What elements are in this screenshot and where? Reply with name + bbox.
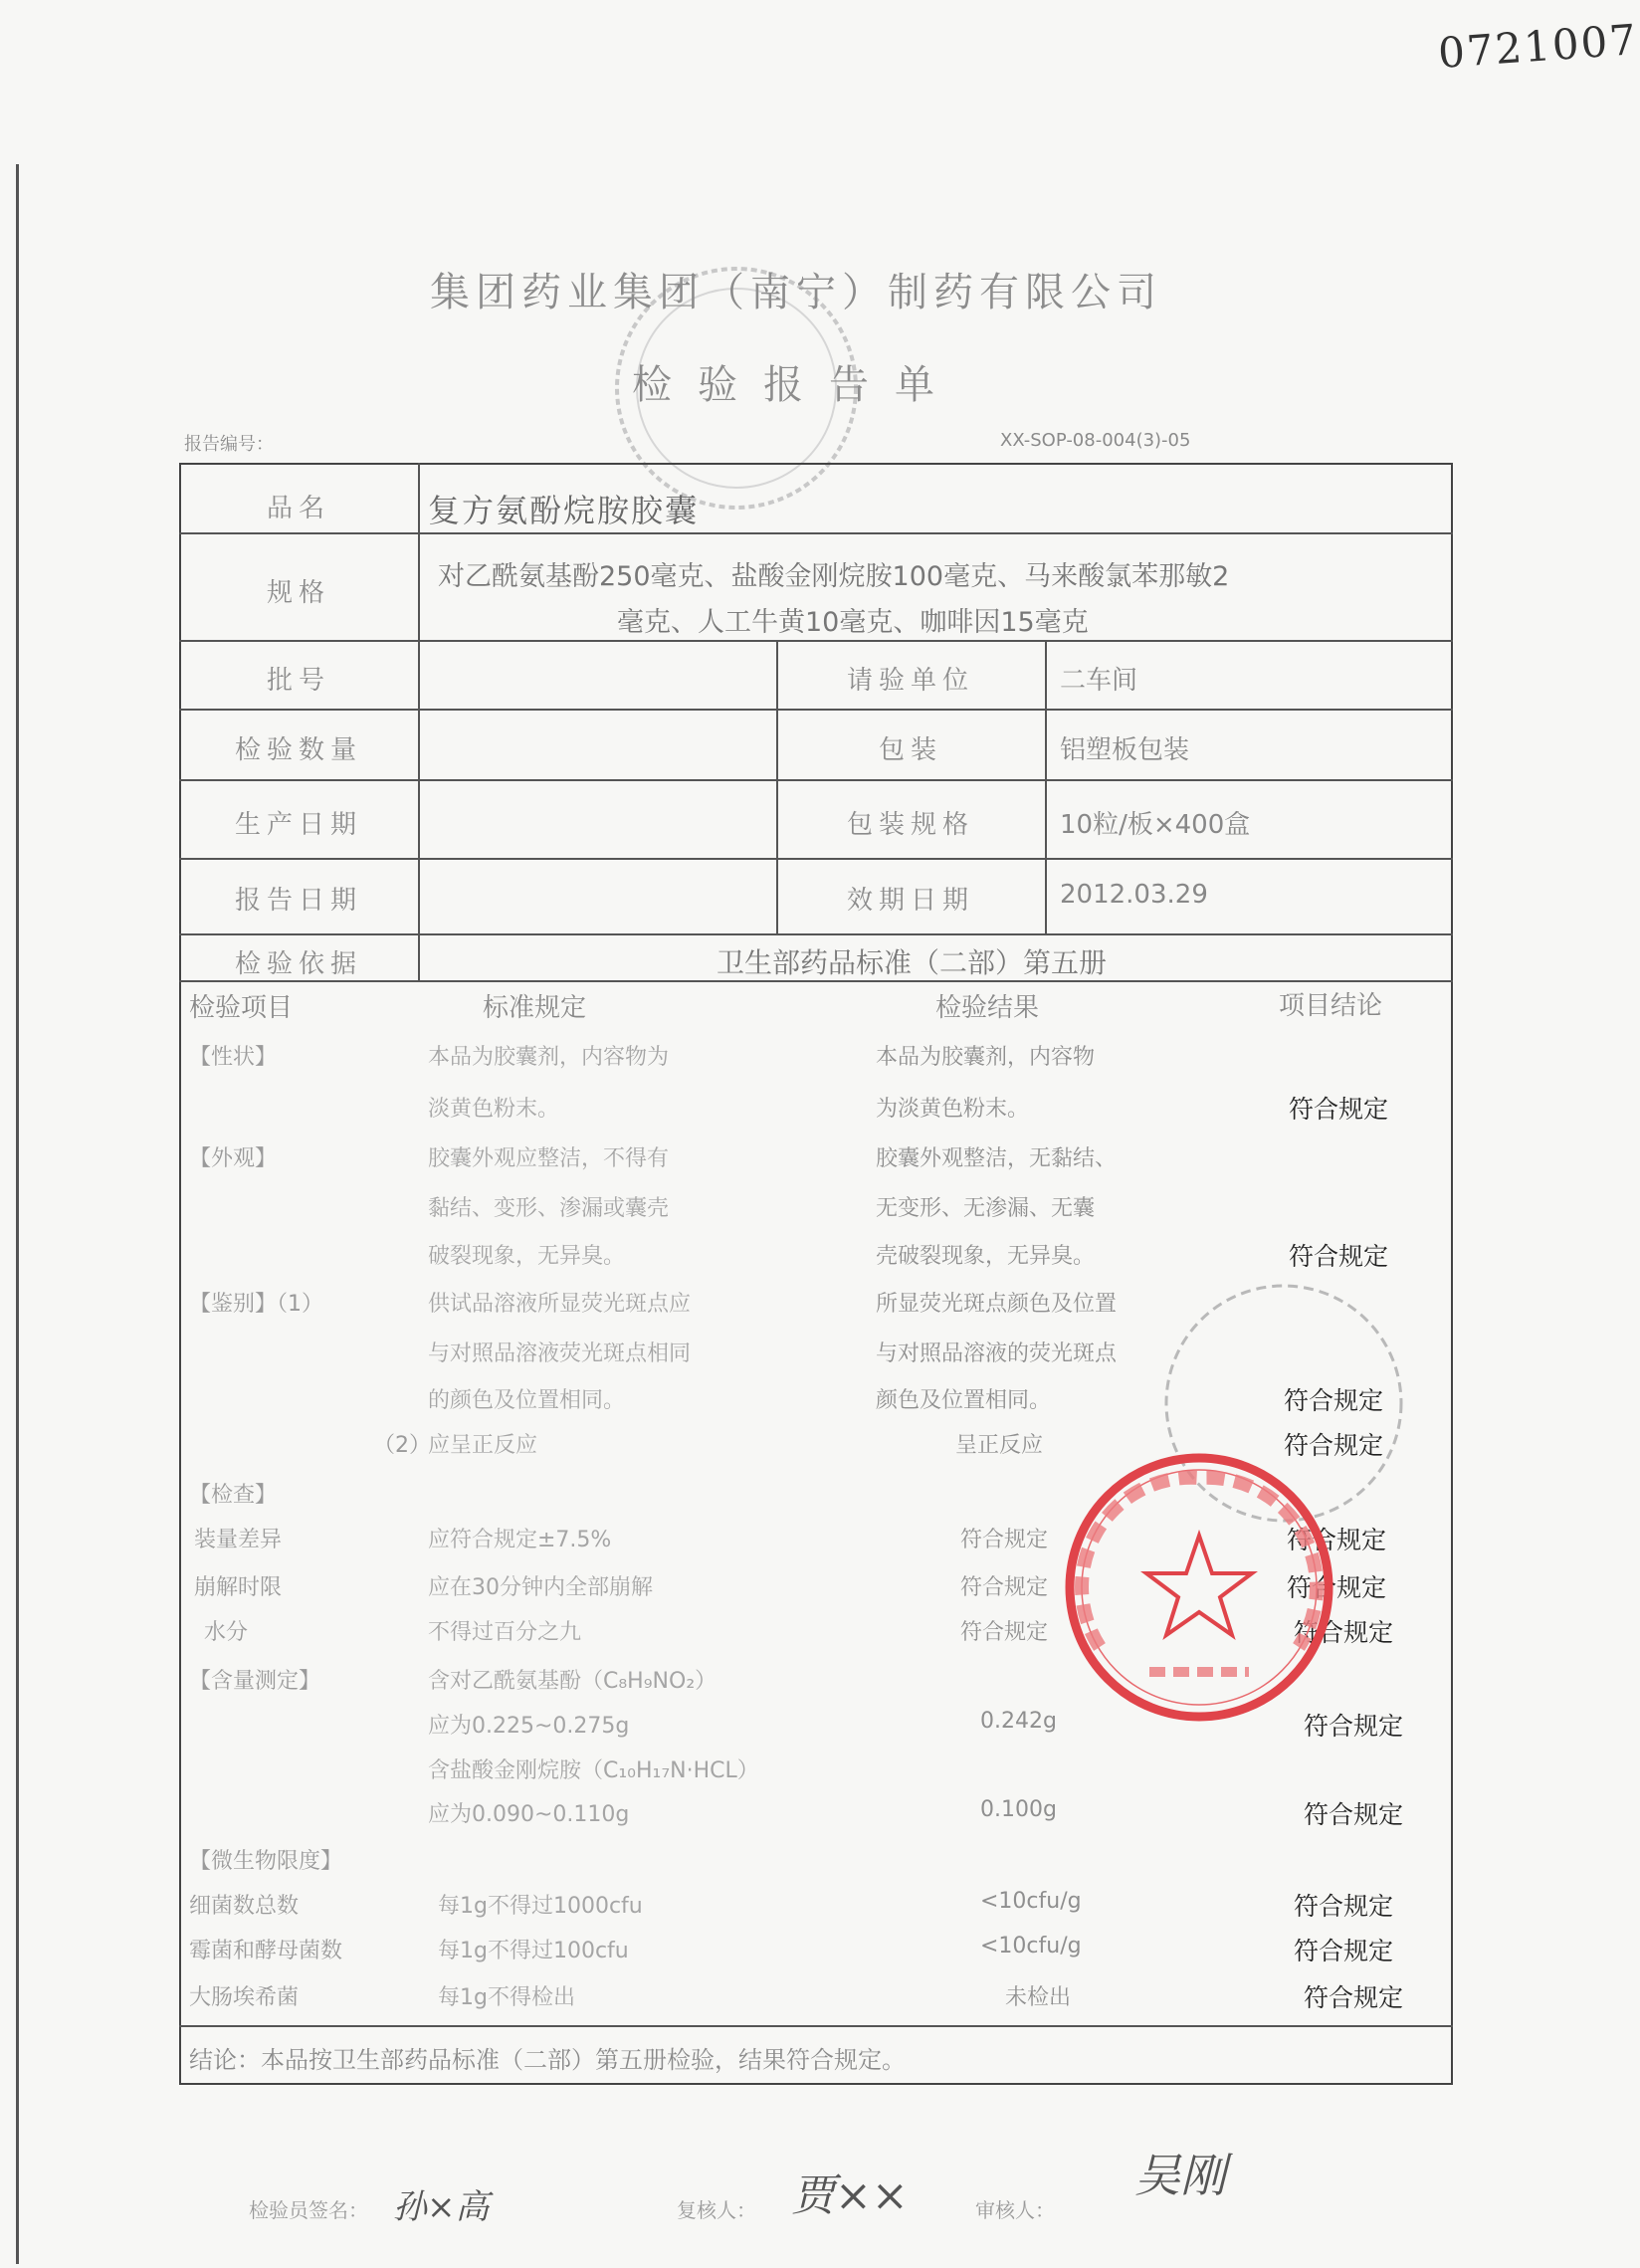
result-criteria: 每1g不得检出: [438, 1985, 575, 2010]
inspector-label: 检验员签名：: [249, 2198, 368, 2222]
result-conclusion: 符合规定: [1289, 1242, 1389, 1271]
pack-spec-value: 10粒/板×400盒: [1060, 810, 1251, 840]
result-criteria: 供试品溶液所显荧光斑点应: [428, 1292, 692, 1317]
result-value: 0.100g: [980, 1797, 1057, 1822]
inspector-signature: 孙×高: [393, 2187, 490, 2227]
result-value: 符合规定: [960, 1620, 1049, 1645]
basis-value: 卫生部药品标准（二部）第五册: [717, 946, 1108, 979]
result-conclusion: 符合规定: [1304, 1983, 1404, 2012]
result-criteria: 应为0.225~0.275g: [428, 1714, 630, 1739]
result-item: 水分: [204, 1620, 249, 1645]
production-date-label: 生产日期: [234, 810, 362, 840]
table-rule: [179, 779, 1453, 781]
binding-edge-line: [16, 164, 19, 2264]
result-value: 符合规定: [960, 1575, 1049, 1600]
results-header-criteria: 标准规定: [483, 993, 587, 1023]
table-column-divider: [418, 463, 420, 980]
request-dept-label: 请验单位: [846, 666, 974, 696]
document-code: XX-SOP-08-004(3)-05: [1000, 430, 1191, 451]
report-date-label: 报告日期: [234, 886, 362, 916]
result-value: 为淡黄色粉末。: [876, 1097, 1030, 1122]
result-value: 壳破裂现象，无异臭。: [876, 1244, 1096, 1269]
result-criteria: 应在30分钟内全部崩解: [428, 1575, 653, 1600]
packaging-label: 包装: [878, 735, 942, 765]
result-criteria: 每1g不得过1000cfu: [438, 1894, 643, 1919]
result-value: <10cfu/g: [980, 1889, 1082, 1914]
result-value: 0.242g: [980, 1709, 1057, 1734]
expiry-date-value: 2012.03.29: [1060, 880, 1208, 910]
quantity-label: 检验数量: [234, 735, 362, 765]
result-criteria: 应符合规定±7.5%: [428, 1528, 612, 1552]
pack-spec-label: 包装规格: [846, 810, 974, 840]
result-item: 【检查】: [189, 1483, 278, 1508]
result-item: 【鉴别】（1）: [189, 1292, 323, 1317]
result-conclusion: 符合规定: [1284, 1386, 1384, 1415]
approver-label: 审核人：: [975, 2198, 1055, 2222]
product-name-value: 复方氨酚烷胺胶囊: [428, 492, 700, 529]
result-value: 符合规定: [960, 1528, 1049, 1552]
result-criteria: 破裂现象，无异臭。: [428, 1244, 626, 1269]
conclusion-text: 结论：本品按卫生部药品标准（二部）第五册检验，结果符合规定。: [189, 2046, 906, 2074]
results-header-item: 检验项目: [189, 993, 294, 1023]
red-company-seal: [1060, 1448, 1338, 1727]
result-item: 细菌数总数: [189, 1894, 300, 1919]
result-item: 大肠埃希菌: [189, 1985, 300, 2010]
handwritten-document-number: 0721007: [1436, 15, 1640, 78]
result-value: 本品为胶囊剂，内容物: [876, 1045, 1096, 1070]
result-conclusion: 符合规定: [1289, 1095, 1389, 1124]
result-item: 装量差异: [194, 1528, 283, 1552]
spec-value-line-2: 毫克、人工牛黄10毫克、咖啡因15毫克: [617, 607, 1089, 638]
spec-value-line-1: 对乙酰氨基酚250毫克、盐酸金刚烷胺100毫克、马来酸氯苯那敏2: [438, 561, 1230, 592]
expiry-date-label: 效期日期: [846, 886, 974, 916]
report-title: 检验报告单: [632, 362, 960, 408]
result-criteria: 不得过百分之九: [428, 1620, 582, 1645]
result-value: 未检出: [1005, 1985, 1072, 2010]
result-value: 无变形、无渗漏、无囊: [876, 1196, 1096, 1221]
result-criteria: 胶囊外观应整洁，不得有: [428, 1146, 670, 1171]
result-criteria: 应为0.090~0.110g: [428, 1802, 630, 1827]
result-item: 【外观】: [189, 1146, 278, 1171]
batch-label: 批号: [266, 666, 330, 696]
approver-signature: 吴刚: [1134, 2149, 1226, 2202]
result-conclusion: 符合规定: [1287, 1573, 1387, 1602]
result-value: 呈正反应: [955, 1433, 1044, 1458]
result-conclusion: 符合规定: [1284, 1431, 1384, 1460]
spec-label: 规格: [266, 578, 330, 608]
table-rule: [179, 933, 1453, 935]
company-name: 集团药业集团（南宁）制药有限公司: [430, 270, 1162, 315]
table-rule: [179, 532, 1453, 534]
result-criteria: 淡黄色粉末。: [428, 1097, 560, 1122]
table-column-divider: [776, 640, 778, 933]
result-criteria: 每1g不得过100cfu: [438, 1939, 629, 1963]
results-header-conclusion: 项目结论: [1279, 991, 1383, 1021]
result-value: <10cfu/g: [980, 1934, 1082, 1959]
report-number-label: 报告编号：: [184, 434, 274, 455]
product-name-label: 品名: [266, 494, 330, 523]
result-conclusion: 符合规定: [1304, 1800, 1404, 1829]
result-criteria: 黏结、变形、渗漏或囊壳: [428, 1196, 670, 1221]
result-conclusion: 符合规定: [1294, 1892, 1394, 1921]
result-item: 【微生物限度】: [189, 1849, 343, 1874]
packaging-value: 铝塑板包装: [1060, 735, 1190, 765]
table-rule: [179, 858, 1453, 860]
result-conclusion: 符合规定: [1294, 1937, 1394, 1965]
result-conclusion: 符合规定: [1287, 1526, 1387, 1554]
result-criteria: 与对照品溶液荧光斑点相同: [428, 1341, 692, 1366]
result-conclusion: 符合规定: [1304, 1712, 1404, 1741]
result-item: 霉菌和酵母菌数: [189, 1939, 343, 1963]
reviewer-signature: 贾××: [791, 2170, 909, 2221]
results-header-result: 检验结果: [935, 993, 1040, 1023]
result-value: 所显荧光斑点颜色及位置: [876, 1292, 1118, 1317]
result-value: 胶囊外观整洁，无黏结、: [876, 1146, 1118, 1171]
result-conclusion: 符合规定: [1294, 1618, 1394, 1647]
request-dept-value: 二车间: [1060, 666, 1138, 696]
result-item: 【含量测定】: [189, 1669, 321, 1694]
result-criteria: 的颜色及位置相同。: [428, 1388, 626, 1413]
table-rule: [179, 2025, 1453, 2027]
table-rule: [179, 709, 1453, 711]
result-criteria: 含对乙酰氨基酚（C₈H₉NO₂）: [428, 1669, 718, 1694]
reviewer-label: 复核人：: [677, 2198, 756, 2222]
result-criteria: 含盐酸金刚烷胺（C₁₀H₁₇N·HCL）: [428, 1758, 759, 1783]
result-item: 【性状】: [189, 1045, 278, 1070]
table-column-divider: [1045, 640, 1047, 933]
result-item: （2）: [373, 1433, 431, 1458]
result-value: 与对照品溶液的荧光斑点: [876, 1341, 1118, 1366]
basis-label: 检验依据: [234, 949, 362, 979]
result-criteria: 应呈正反应: [428, 1433, 538, 1458]
result-value: 颜色及位置相同。: [876, 1388, 1052, 1413]
result-item: 崩解时限: [194, 1575, 283, 1600]
result-criteria: 本品为胶囊剂，内容物为: [428, 1045, 670, 1070]
table-rule: [179, 640, 1453, 642]
